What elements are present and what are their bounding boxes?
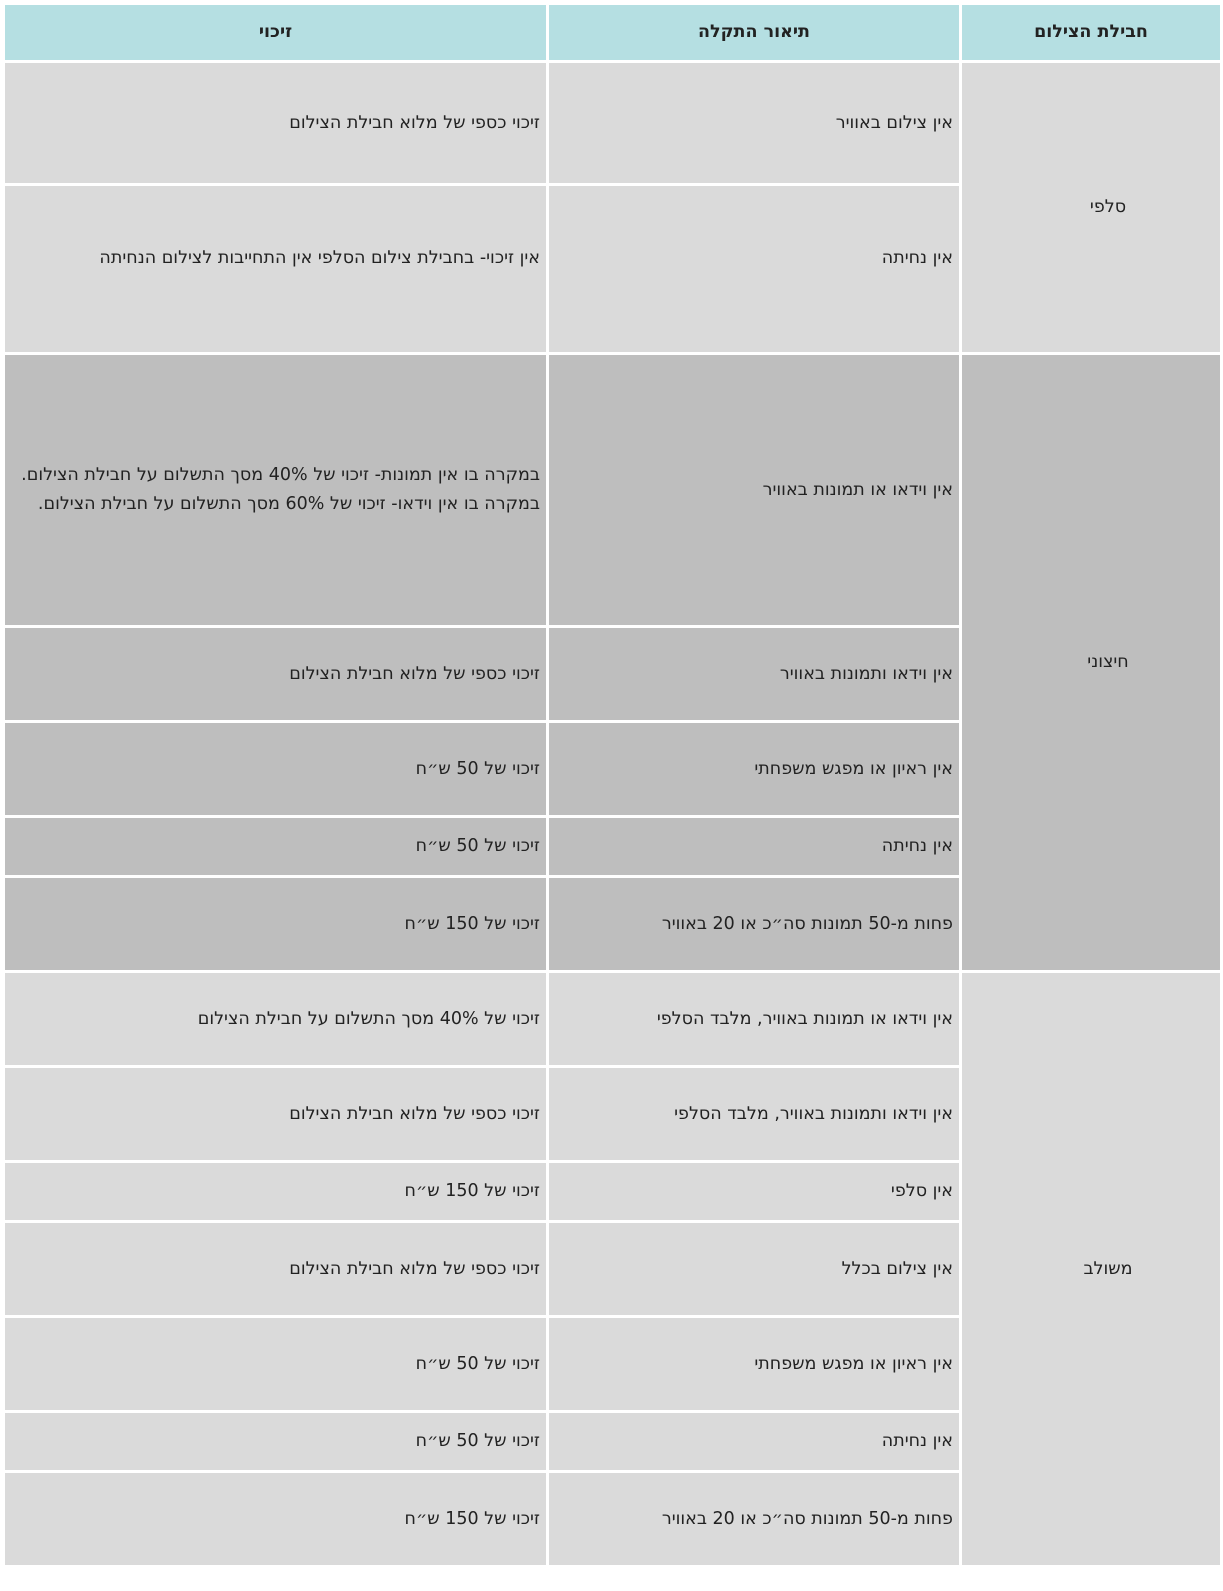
compensation-cell: זיכוי כספי של מלוא חבילת הצילום: [5, 1223, 546, 1315]
description-cell: פחות מ-50 תמונות סה״כ או 20 באוויר: [549, 1473, 959, 1565]
compensation-cell: זיכוי של 150 ש״ח: [5, 878, 546, 970]
description-cell: פחות מ-50 תמונות סה״כ או 20 באוויר: [549, 878, 959, 970]
header-package: חבילת הצילום: [962, 5, 1220, 60]
description-cell: אין וידאו ותמונות באוויר, מלבד הסלפי: [549, 1068, 959, 1160]
description-cell: אין סלפי: [549, 1163, 959, 1220]
compensation-cell: זיכוי של 50 ש״ח: [5, 1413, 546, 1470]
compensation-cell: זיכוי של 50 ש״ח: [5, 1318, 546, 1410]
compensation-cell: זיכוי של 150 ש״ח: [5, 1473, 546, 1565]
table-row: [5, 63, 1220, 183]
compensation-table: [2, 2, 1223, 1568]
compensation-cell: זיכוי של 150 ש״ח: [5, 1163, 546, 1220]
compensation-cell: זיכוי כספי של מלוא חבילת הצילום: [5, 63, 546, 183]
description-cell: אין וידאו או תמונות באוויר, מלבד הסלפי: [549, 973, 959, 1065]
compensation-cell: זיכוי של 50 ש״ח: [5, 723, 546, 815]
compensation-cell: זיכוי כספי של מלוא חבילת הצילום: [5, 1068, 546, 1160]
compensation-cell: אין זיכוי- בחבילת צילום הסלפי אין התחייבות לצילום הנחיתה: [5, 186, 546, 352]
compensation-line: במקרה בו אין וידאו- זיכוי של 60% מסך התשלום על חבילת הצילום.: [37, 494, 540, 514]
header-description: תיאור התקלה: [549, 5, 959, 60]
description-cell: אין ראיון או מפגש משפחתי: [549, 1318, 959, 1410]
compensation-cell: [5, 355, 546, 625]
description-cell: אין ראיון או מפגש משפחתי: [549, 723, 959, 815]
compensation-cell: זיכוי כספי של מלוא חבילת הצילום: [5, 628, 546, 720]
table-row: [5, 355, 1220, 625]
description-cell: אין צילום בכלל: [549, 1223, 959, 1315]
package-selfie: סלפי: [962, 63, 1220, 352]
compensation-cell: זיכוי של 40% מסך התשלום על חבילת הצילום: [5, 973, 546, 1065]
compensation-line: במקרה בו אין תמונות- זיכוי של 40% מסך התשלום על חבילת הצילום.: [21, 465, 540, 485]
header-row: [5, 5, 1220, 60]
description-cell: אין נחיתה: [549, 186, 959, 352]
package-combined: משולב: [962, 973, 1220, 1565]
header-compensation: זיכוי: [5, 5, 546, 60]
description-cell: אין וידאו או תמונות באוויר: [549, 355, 959, 625]
description-cell: אין וידאו ותמונות באוויר: [549, 628, 959, 720]
description-cell: אין נחיתה: [549, 1413, 959, 1470]
table-row: [5, 973, 1220, 1065]
package-external: חיצוני: [962, 355, 1220, 970]
compensation-cell: זיכוי של 50 ש״ח: [5, 818, 546, 875]
description-cell: אין נחיתה: [549, 818, 959, 875]
description-cell: אין צילום באוויר: [549, 63, 959, 183]
